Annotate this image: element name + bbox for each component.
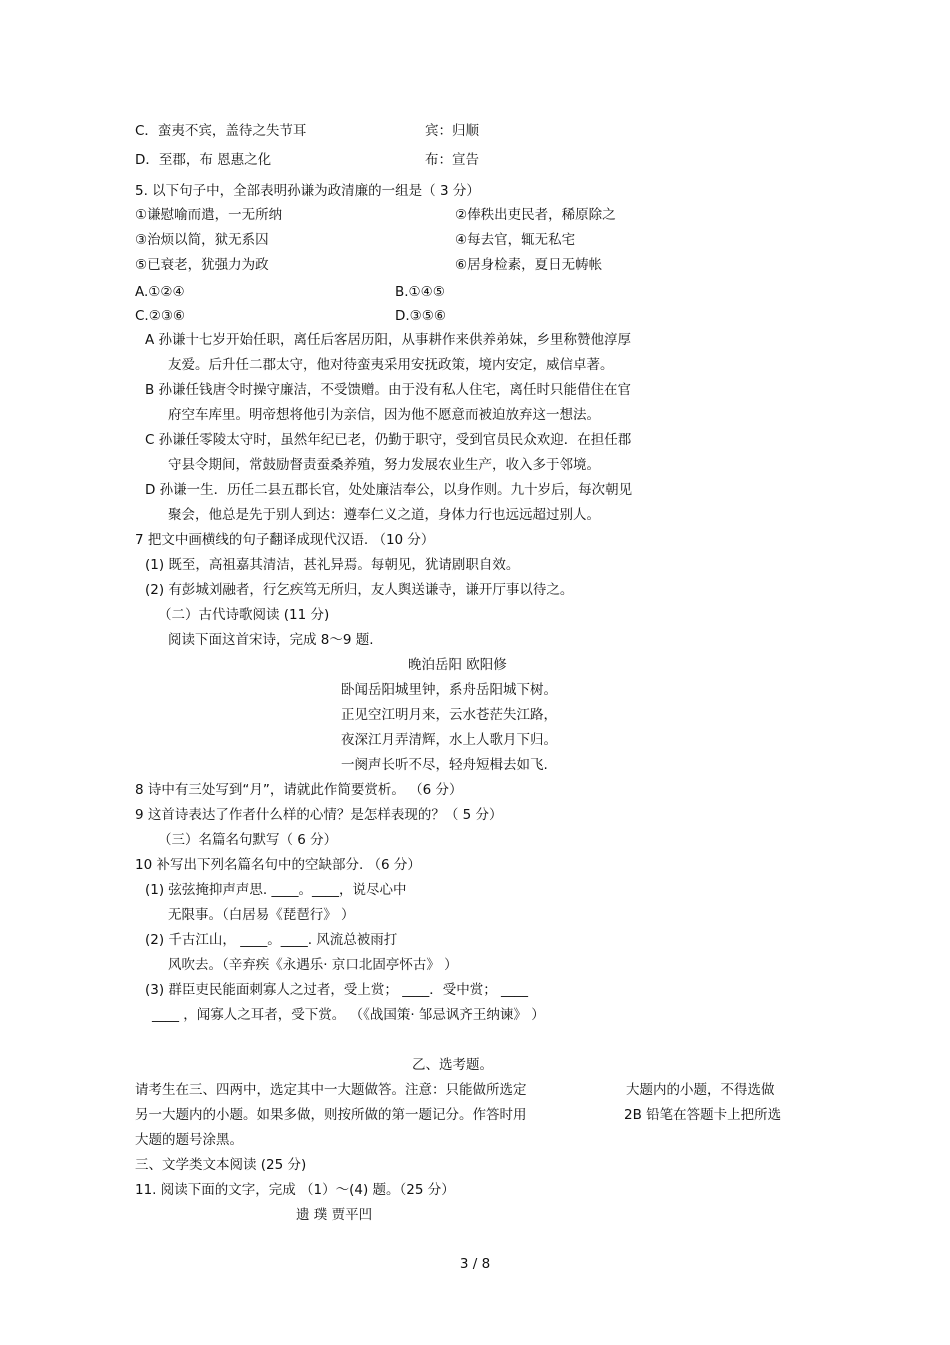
elective-instructions-line2-right: 2B 铅笔在答题卡上把所选 xyxy=(624,1107,782,1123)
q8-stem: 8 诗中有三处写到“月”，请就此作简要赏析。 （6 分） xyxy=(135,782,463,798)
q4-option-d: D．至郡，布 恩惠之化 xyxy=(135,152,272,168)
q5-item-4: ④每去官，辄无私宅 xyxy=(455,232,576,248)
q10-item-2-line1: (2) 千古江山， ____。____. 风流总被雨打 xyxy=(145,932,398,948)
q6-option-c-line2: 守县令期间，常鼓励督责蚕桑养殖，努力发展农业生产，收入多于邻境。 xyxy=(168,457,600,473)
q4-option-c-note: 宾：归顺 xyxy=(425,123,479,139)
poem-line-1: 卧闻岳阳城里钟，系舟岳阳城下树。 xyxy=(341,682,557,698)
q5-choice-a: A.①②④ xyxy=(135,284,185,300)
q10-item-3-line1: (3) 群臣吏民能面刺寡人之过者，受上赏； ____．受中赏； ____ xyxy=(145,982,528,998)
q10-item-3-line2: ____ ，闻寡人之耳者，受下赏。 （《战国策· 邹忌讽齐王纳谏》 ） xyxy=(152,1007,545,1023)
q10-item-1-line1: (1) 弦弦掩抑声声思. ____。____，说尽心中 xyxy=(145,882,407,898)
literary-reading-heading: 三、文学类文本阅读 (25 分) xyxy=(135,1157,307,1173)
q5-stem: 5. 以下句子中，全部表明孙谦为政清廉的一组是（ 3 分） xyxy=(135,183,480,199)
q6-option-c-line1: C 孙谦任零陵太守时，虽然年纪已老，仍勤于职守，受到官员民众欢迎．在担任郡 xyxy=(145,432,632,448)
q10-item-2-line2: 风吹去。（辛弃疾《永遇乐· 京口北固亭怀古》 ） xyxy=(168,957,458,973)
q5-item-6: ⑥居身检素，夏日无帱帐 xyxy=(455,257,603,273)
q10-item-1-line2: 无限事。（白居易《琵琶行》 ） xyxy=(168,907,355,923)
elective-instructions-line1-right: 大题内的小题，不得选做 xyxy=(626,1082,775,1098)
elective-section-title: 乙、选考题。 xyxy=(412,1057,493,1073)
q5-choice-b: B.①④⑤ xyxy=(395,284,445,300)
page-number: 3 / 8 xyxy=(459,1256,491,1272)
q6-option-d-line2: 聚会，他总是先于别人到达：遵奉仁义之道，身体力行也远远超过别人。 xyxy=(168,507,600,523)
poetry-section-heading: （二）古代诗歌阅读 (11 分) xyxy=(158,607,330,623)
poem-line-3: 夜深江月弄清辉，水上人歌月下归。 xyxy=(341,732,557,748)
q6-option-a-line2: 友爱。后升任二郡太守，他对待蛮夷采用安抚政策，境内安定，威信卓著。 xyxy=(168,357,614,373)
q5-item-1: ①谦慰喻而遣，一无所纳 xyxy=(135,207,283,223)
elective-instructions-line1: 请考生在三、四两中，选定其中一大题做答。注意：只能做所选定 xyxy=(135,1082,527,1098)
q7-sentence-2: (2) 有彭城刘融者，行乞疾笃无所归，友人舆送谦寺，谦开厅事以待之。 xyxy=(145,582,574,598)
elective-instructions-line3: 大题的题号涂黑。 xyxy=(135,1132,243,1148)
q9-stem: 9 这首诗表达了作者什么样的心情？是怎样表现的？（ 5 分） xyxy=(135,807,503,823)
q5-item-5: ⑤已衰老，犹强力为政 xyxy=(135,257,269,273)
q6-option-a-line1: A 孙谦十七岁开始任职，离任后客居历阳，从事耕作来供养弟妹，乡里称赞他淳厚 xyxy=(145,332,632,348)
q5-choice-d: D.③⑤⑥ xyxy=(395,308,446,324)
story-title: 遗 璞 贾平凹 xyxy=(296,1207,373,1223)
poetry-intro: 阅读下面这首宋诗，完成 8～9 题. xyxy=(168,632,374,648)
q7-stem: 7 把文中画横线的句子翻译成现代汉语. （10 分） xyxy=(135,532,435,548)
poem-title: 晚泊岳阳 欧阳修 xyxy=(408,657,507,673)
q11-stem: 11. 阅读下面的文字，完成 （1）～(4) 题。（25 分） xyxy=(135,1182,455,1198)
q5-item-3: ③治烦以简，狱无系囚 xyxy=(135,232,269,248)
q6-option-b-line2: 府空车库里。明帝想将他引为亲信，因为他不愿意而被迫放弃这一想法。 xyxy=(168,407,600,423)
q10-stem: 10 补写出下列名篇名句中的空缺部分. （6 分） xyxy=(135,857,421,873)
poem-line-4: 一阕声长听不尽，轻舟短楫去如飞. xyxy=(341,757,548,773)
q4-option-d-note: 布：宣告 xyxy=(425,152,479,168)
q6-option-d-line1: D 孙谦一生．历任二县五郡长官，处处廉洁奉公，以身作则。九十岁后，每次朝见 xyxy=(145,482,633,498)
elective-instructions-line2: 另一大题内的小题。如果多做，则按所做的第一题记分。作答时用 xyxy=(135,1107,527,1123)
q4-option-c: C．蛮夷不宾，盖待之失节耳 xyxy=(135,123,307,139)
poem-line-2: 正见空江明月来，云水苍茫失江路， xyxy=(341,707,557,723)
recitation-section-heading: （三）名篇名句默写（ 6 分） xyxy=(158,832,338,848)
q6-option-b-line1: B 孙谦任钱唐令时操守廉洁，不受馈赠。由于没有私人住宅，离任时只能借住在官 xyxy=(145,382,632,398)
q5-item-2: ②俸秩出吏民者，稀原除之 xyxy=(455,207,616,223)
q7-sentence-1: (1) 既至，高祖嘉其清洁，甚礼异焉。每朝见，犹请剧职自效。 xyxy=(145,557,520,573)
q5-choice-c: C.②③⑥ xyxy=(135,308,186,324)
